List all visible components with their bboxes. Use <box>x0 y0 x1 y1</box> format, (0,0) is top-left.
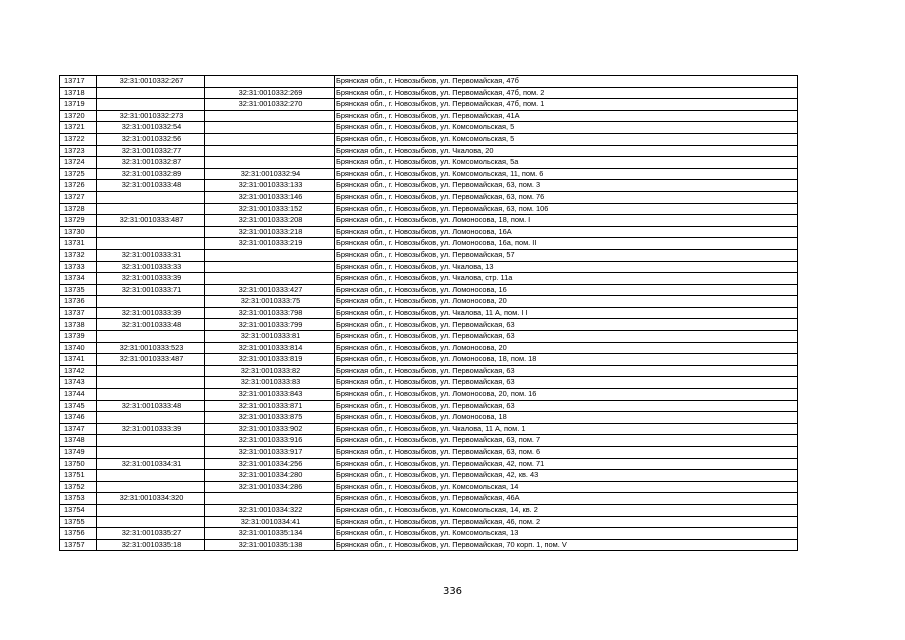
old-cadastral-number-cell: 32:31:0010333:48 <box>97 180 205 192</box>
row-number-cell: 13718 <box>60 87 97 99</box>
address-cell: Брянская обл., г. Новозыбков, ул. Комсомольская, 5 <box>335 133 798 145</box>
table-row <box>60 180 798 192</box>
address-cell: Брянская обл., г. Новозыбков, ул. Первомайская, 47б, пом. 2 <box>335 87 798 99</box>
row-number-cell: 13730 <box>60 226 97 238</box>
row-number-cell: 13751 <box>60 470 97 482</box>
new-cadastral-number-cell: 32:31:0010332:94 <box>205 168 335 180</box>
table-row <box>60 470 798 482</box>
address-cell: Брянская обл., г. Новозыбков, ул. Первомайская, 63 <box>335 365 798 377</box>
table-row <box>60 226 798 238</box>
table-row <box>60 539 798 551</box>
table-row <box>60 331 798 343</box>
address-cell: Брянская обл., г. Новозыбков, ул. Первомайская, 63 <box>335 377 798 389</box>
row-number-cell: 13753 <box>60 493 97 505</box>
old-cadastral-number-cell <box>97 412 205 424</box>
table-row <box>60 238 798 250</box>
row-number-cell: 13723 <box>60 145 97 157</box>
address-cell: Брянская обл., г. Новозыбков, ул. Первомайская, 41А <box>335 110 798 122</box>
table-row <box>60 365 798 377</box>
old-cadastral-number-cell: 32:31:0010335:27 <box>97 528 205 540</box>
new-cadastral-number-cell: 32:31:0010332:270 <box>205 99 335 111</box>
row-number-cell: 13728 <box>60 203 97 215</box>
row-number-cell: 13744 <box>60 389 97 401</box>
new-cadastral-number-cell: 32:31:0010333:819 <box>205 354 335 366</box>
new-cadastral-number-cell: 32:31:0010333:427 <box>205 284 335 296</box>
new-cadastral-number-cell <box>205 273 335 285</box>
row-number-cell: 13717 <box>60 76 97 88</box>
address-cell: Брянская обл., г. Новозыбков, ул. Ломоносова, 16а, пом. II <box>335 238 798 250</box>
row-number-cell: 13745 <box>60 400 97 412</box>
old-cadastral-number-cell <box>97 331 205 343</box>
table-row <box>60 400 798 412</box>
table-row <box>60 110 798 122</box>
table-row <box>60 273 798 285</box>
table-row <box>60 76 798 88</box>
row-number-cell: 13733 <box>60 261 97 273</box>
new-cadastral-number-cell <box>205 157 335 169</box>
address-cell: Брянская обл., г. Новозыбков, ул. Первомайская, 57 <box>335 249 798 261</box>
table-row <box>60 203 798 215</box>
row-number-cell: 13747 <box>60 423 97 435</box>
old-cadastral-number-cell: 32:31:0010332:56 <box>97 133 205 145</box>
table-row <box>60 412 798 424</box>
table-row <box>60 145 798 157</box>
table-row <box>60 342 798 354</box>
table-row <box>60 493 798 505</box>
table-row <box>60 377 798 389</box>
new-cadastral-number-cell: 32:31:0010333:218 <box>205 226 335 238</box>
old-cadastral-number-cell <box>97 447 205 459</box>
new-cadastral-number-cell: 32:31:0010333:871 <box>205 400 335 412</box>
table-row <box>60 249 798 261</box>
address-cell: Брянская обл., г. Новозыбков, ул. Первомайская, 46, пом. 2 <box>335 516 798 528</box>
new-cadastral-number-cell <box>205 493 335 505</box>
address-cell: Брянская обл., г. Новозыбков, ул. Первомайская, 63 <box>335 400 798 412</box>
old-cadastral-number-cell <box>97 226 205 238</box>
address-cell: Брянская обл., г. Новозыбков, ул. Чкалова, стр. 11а <box>335 273 798 285</box>
old-cadastral-number-cell <box>97 470 205 482</box>
table-row <box>60 307 798 319</box>
new-cadastral-number-cell <box>205 133 335 145</box>
old-cadastral-number-cell: 32:31:0010333:487 <box>97 215 205 227</box>
row-number-cell: 13741 <box>60 354 97 366</box>
new-cadastral-number-cell: 32:31:0010334:322 <box>205 504 335 516</box>
row-number-cell: 13737 <box>60 307 97 319</box>
table-row <box>60 528 798 540</box>
table-row <box>60 157 798 169</box>
address-cell: Брянская обл., г. Новозыбков, ул. Ломоносова, 20, пом. 16 <box>335 389 798 401</box>
address-cell: Брянская обл., г. Новозыбков, ул. Комсомольская, 14 <box>335 481 798 493</box>
new-cadastral-number-cell: 32:31:0010333:917 <box>205 447 335 459</box>
row-number-cell: 13742 <box>60 365 97 377</box>
new-cadastral-number-cell: 32:31:0010333:916 <box>205 435 335 447</box>
new-cadastral-number-cell: 32:31:0010332:269 <box>205 87 335 99</box>
new-cadastral-number-cell: 32:31:0010333:902 <box>205 423 335 435</box>
address-cell: Брянская обл., г. Новозыбков, ул. Первомайская, 63 <box>335 319 798 331</box>
address-cell: Брянская обл., г. Новозыбков, ул. Комсомольская, 5 <box>335 122 798 134</box>
old-cadastral-number-cell <box>97 516 205 528</box>
new-cadastral-number-cell: 32:31:0010333:83 <box>205 377 335 389</box>
cadastral-table <box>59 75 798 551</box>
new-cadastral-number-cell: 32:31:0010333:799 <box>205 319 335 331</box>
address-cell: Брянская обл., г. Новозыбков, ул. Ломоносова, 18, пом. I <box>335 215 798 227</box>
old-cadastral-number-cell: 32:31:0010332:267 <box>97 76 205 88</box>
new-cadastral-number-cell <box>205 122 335 134</box>
old-cadastral-number-cell: 32:31:0010333:487 <box>97 354 205 366</box>
table-row <box>60 423 798 435</box>
new-cadastral-number-cell: 32:31:0010333:219 <box>205 238 335 250</box>
address-cell: Брянская обл., г. Новозыбков, ул. Комсомольская, 14, кв. 2 <box>335 504 798 516</box>
old-cadastral-number-cell <box>97 238 205 250</box>
address-cell: Брянская обл., г. Новозыбков, ул. Первомайская, 47б, пом. 1 <box>335 99 798 111</box>
table-row <box>60 215 798 227</box>
table-body <box>60 76 798 551</box>
table-row <box>60 435 798 447</box>
address-cell: Брянская обл., г. Новозыбков, ул. Ломоносова, 20 <box>335 342 798 354</box>
address-cell: Брянская обл., г. Новозыбков, ул. Чкалова, 11 А, пом. I I <box>335 307 798 319</box>
new-cadastral-number-cell: 32:31:0010333:814 <box>205 342 335 354</box>
table-row <box>60 504 798 516</box>
new-cadastral-number-cell <box>205 76 335 88</box>
old-cadastral-number-cell <box>97 435 205 447</box>
address-cell: Брянская обл., г. Новозыбков, ул. Комсомольская, 5а <box>335 157 798 169</box>
row-number-cell: 13720 <box>60 110 97 122</box>
old-cadastral-number-cell <box>97 296 205 308</box>
new-cadastral-number-cell: 32:31:0010333:875 <box>205 412 335 424</box>
old-cadastral-number-cell <box>97 87 205 99</box>
new-cadastral-number-cell: 32:31:0010334:41 <box>205 516 335 528</box>
old-cadastral-number-cell <box>97 377 205 389</box>
row-number-cell: 13748 <box>60 435 97 447</box>
old-cadastral-number-cell: 32:31:0010332:273 <box>97 110 205 122</box>
row-number-cell: 13740 <box>60 342 97 354</box>
row-number-cell: 13734 <box>60 273 97 285</box>
old-cadastral-number-cell: 32:31:0010333:39 <box>97 307 205 319</box>
old-cadastral-number-cell: 32:31:0010332:77 <box>97 145 205 157</box>
old-cadastral-number-cell <box>97 191 205 203</box>
row-number-cell: 13724 <box>60 157 97 169</box>
row-number-cell: 13743 <box>60 377 97 389</box>
address-cell: Брянская обл., г. Новозыбков, ул. Чкалова, 11 А, пом. 1 <box>335 423 798 435</box>
old-cadastral-number-cell <box>97 481 205 493</box>
row-number-cell: 13732 <box>60 249 97 261</box>
row-number-cell: 13739 <box>60 331 97 343</box>
new-cadastral-number-cell: 32:31:0010333:152 <box>205 203 335 215</box>
address-cell: Брянская обл., г. Новозыбков, ул. Ломоносова, 16 <box>335 284 798 296</box>
old-cadastral-number-cell: 32:31:0010333:48 <box>97 319 205 331</box>
row-number-cell: 13735 <box>60 284 97 296</box>
address-cell: Брянская обл., г. Новозыбков, ул. Ломоносова, 20 <box>335 296 798 308</box>
table-row <box>60 133 798 145</box>
new-cadastral-number-cell: 32:31:0010333:208 <box>205 215 335 227</box>
table-row <box>60 516 798 528</box>
new-cadastral-number-cell <box>205 110 335 122</box>
address-cell: Брянская обл., г. Новозыбков, ул. Первомайская, 63, пом. 7 <box>335 435 798 447</box>
table-row <box>60 168 798 180</box>
address-cell: Брянская обл., г. Новозыбков, ул. Первомайская, 42, пом. 71 <box>335 458 798 470</box>
table-row <box>60 296 798 308</box>
new-cadastral-number-cell: 32:31:0010333:146 <box>205 191 335 203</box>
new-cadastral-number-cell: 32:31:0010334:256 <box>205 458 335 470</box>
row-number-cell: 13725 <box>60 168 97 180</box>
row-number-cell: 13729 <box>60 215 97 227</box>
row-number-cell: 13736 <box>60 296 97 308</box>
address-cell: Брянская обл., г. Новозыбков, ул. Первомайская, 63, пом. 3 <box>335 180 798 192</box>
new-cadastral-number-cell: 32:31:0010334:286 <box>205 481 335 493</box>
row-number-cell: 13757 <box>60 539 97 551</box>
address-cell: Брянская обл., г. Новозыбков, ул. Ломоносова, 18, пом. 18 <box>335 354 798 366</box>
address-cell: Брянская обл., г. Новозыбков, ул. Ломоносова, 18 <box>335 412 798 424</box>
table-row <box>60 447 798 459</box>
row-number-cell: 13755 <box>60 516 97 528</box>
address-cell: Брянская обл., г. Новозыбков, ул. Первомайская, 63, пом. 6 <box>335 447 798 459</box>
old-cadastral-number-cell: 32:31:0010332:89 <box>97 168 205 180</box>
new-cadastral-number-cell: 32:31:0010333:82 <box>205 365 335 377</box>
table-row <box>60 284 798 296</box>
old-cadastral-number-cell: 32:31:0010333:523 <box>97 342 205 354</box>
table-row <box>60 458 798 470</box>
old-cadastral-number-cell: 32:31:0010333:39 <box>97 273 205 285</box>
address-cell: Брянская обл., г. Новозыбков, ул. Ломоносова, 16А <box>335 226 798 238</box>
new-cadastral-number-cell: 32:31:0010335:134 <box>205 528 335 540</box>
table-row <box>60 87 798 99</box>
row-number-cell: 13722 <box>60 133 97 145</box>
old-cadastral-number-cell: 32:31:0010333:39 <box>97 423 205 435</box>
address-cell: Брянская обл., г. Новозыбков, ул. Комсомольская, 11, пом. 6 <box>335 168 798 180</box>
table-row <box>60 261 798 273</box>
old-cadastral-number-cell <box>97 365 205 377</box>
row-number-cell: 13752 <box>60 481 97 493</box>
old-cadastral-number-cell: 32:31:0010333:33 <box>97 261 205 273</box>
row-number-cell: 13731 <box>60 238 97 250</box>
old-cadastral-number-cell: 32:31:0010333:71 <box>97 284 205 296</box>
page-number: 336 <box>442 586 463 597</box>
new-cadastral-number-cell: 32:31:0010333:798 <box>205 307 335 319</box>
address-cell: Брянская обл., г. Новозыбков, ул. Первомайская, 63 <box>335 331 798 343</box>
new-cadastral-number-cell: 32:31:0010335:138 <box>205 539 335 551</box>
old-cadastral-number-cell <box>97 203 205 215</box>
table-row <box>60 354 798 366</box>
row-number-cell: 13726 <box>60 180 97 192</box>
address-cell: Брянская обл., г. Новозыбков, ул. Первомайская, 46А <box>335 493 798 505</box>
table-row <box>60 481 798 493</box>
row-number-cell: 13750 <box>60 458 97 470</box>
table-row <box>60 319 798 331</box>
old-cadastral-number-cell <box>97 389 205 401</box>
address-cell: Брянская обл., г. Новозыбков, ул. Первомайская, 63, пом. 106 <box>335 203 798 215</box>
row-number-cell: 13721 <box>60 122 97 134</box>
table-row <box>60 122 798 134</box>
row-number-cell: 13746 <box>60 412 97 424</box>
row-number-cell: 13727 <box>60 191 97 203</box>
new-cadastral-number-cell <box>205 261 335 273</box>
old-cadastral-number-cell: 32:31:0010334:320 <box>97 493 205 505</box>
new-cadastral-number-cell: 32:31:0010334:280 <box>205 470 335 482</box>
row-number-cell: 13738 <box>60 319 97 331</box>
address-cell: Брянская обл., г. Новозыбков, ул. Чкалова, 20 <box>335 145 798 157</box>
old-cadastral-number-cell: 32:31:0010333:31 <box>97 249 205 261</box>
address-cell: Брянская обл., г. Новозыбков, ул. Первомайская, 70 корп. 1, пом. V <box>335 539 798 551</box>
table-row <box>60 389 798 401</box>
row-number-cell: 13749 <box>60 447 97 459</box>
old-cadastral-number-cell: 32:31:0010332:54 <box>97 122 205 134</box>
row-number-cell: 13719 <box>60 99 97 111</box>
row-number-cell: 13756 <box>60 528 97 540</box>
address-cell: Брянская обл., г. Новозыбков, ул. Первомайская, 42, кв. 43 <box>335 470 798 482</box>
new-cadastral-number-cell: 32:31:0010333:81 <box>205 331 335 343</box>
new-cadastral-number-cell: 32:31:0010333:843 <box>205 389 335 401</box>
old-cadastral-number-cell <box>97 504 205 516</box>
address-cell: Брянская обл., г. Новозыбков, ул. Первомайская, 47б <box>335 76 798 88</box>
old-cadastral-number-cell <box>97 99 205 111</box>
old-cadastral-number-cell: 32:31:0010335:18 <box>97 539 205 551</box>
address-cell: Брянская обл., г. Новозыбков, ул. Комсомольская, 13 <box>335 528 798 540</box>
old-cadastral-number-cell: 32:31:0010334:31 <box>97 458 205 470</box>
row-number-cell: 13754 <box>60 504 97 516</box>
old-cadastral-number-cell: 32:31:0010332:87 <box>97 157 205 169</box>
new-cadastral-number-cell <box>205 145 335 157</box>
new-cadastral-number-cell <box>205 249 335 261</box>
new-cadastral-number-cell: 32:31:0010333:75 <box>205 296 335 308</box>
new-cadastral-number-cell: 32:31:0010333:133 <box>205 180 335 192</box>
table-row <box>60 99 798 111</box>
table-row <box>60 191 798 203</box>
address-cell: Брянская обл., г. Новозыбков, ул. Чкалова, 13 <box>335 261 798 273</box>
address-cell: Брянская обл., г. Новозыбков, ул. Первомайская, 63, пом. 76 <box>335 191 798 203</box>
old-cadastral-number-cell: 32:31:0010333:48 <box>97 400 205 412</box>
